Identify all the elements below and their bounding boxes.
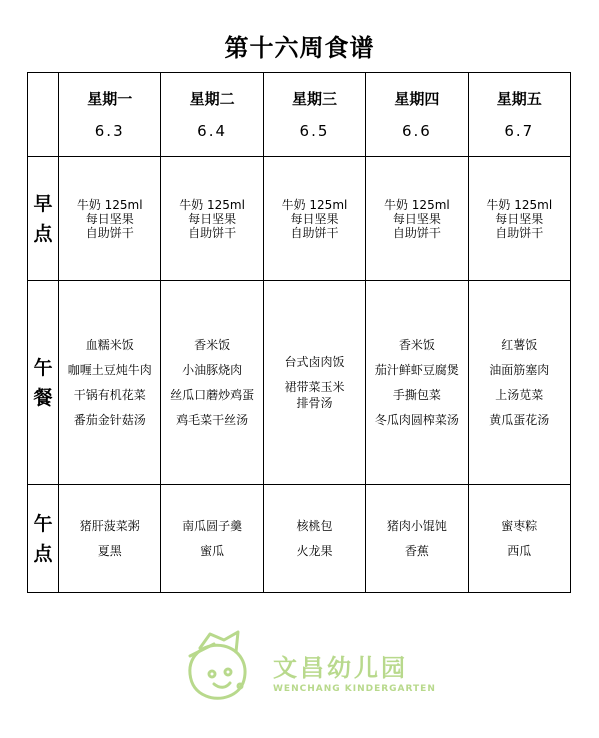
food-item: 鸡毛菜干丝汤 [176, 413, 249, 427]
day-header [161, 73, 263, 157]
logo-name-en: WENCHANG KINDERGARTEN [273, 684, 436, 694]
day-name: 星期四 [394, 89, 440, 108]
snack-cell [161, 485, 263, 593]
food-item: 蜜枣粽 [501, 519, 538, 533]
food-item: 牛奶 125ml [76, 197, 143, 212]
day-header [366, 73, 468, 157]
day-header [59, 73, 161, 157]
menu-table [27, 72, 571, 593]
snack-cell [263, 485, 365, 593]
breakfast-cell [161, 157, 263, 281]
child-face-icon [180, 626, 260, 706]
food-item: 牛奶 125ml [486, 197, 553, 212]
lunch-cell [468, 281, 570, 485]
food-item: 茄汁鲜虾豆腐煲 [374, 363, 459, 377]
food-item: 香米饭 [398, 338, 435, 352]
corner-cell [28, 73, 59, 157]
food-item: 丝瓜口蘑炒鸡蛋 [170, 388, 255, 402]
day-date: 6.3 [94, 121, 125, 140]
food-item: 牛奶 125ml [383, 197, 450, 212]
snack-label: 午 点 [28, 485, 59, 593]
food-item: 蜜瓜 [200, 544, 225, 558]
food-item: 自助饼干 [290, 225, 339, 240]
food-item: 冬瓜肉圆榨菜汤 [374, 413, 459, 427]
breakfast-cell [59, 157, 161, 281]
day-name: 星期三 [291, 89, 337, 108]
food-item: 番茄金针菇汤 [73, 413, 146, 427]
food-item: 核桃包 [296, 519, 333, 533]
breakfast-cell [263, 157, 365, 281]
day-header [468, 73, 570, 157]
snack-row [28, 485, 571, 593]
lunch-row [28, 281, 571, 485]
food-item: 每日坚果 [392, 211, 441, 226]
logo-name-cn: 文昌幼儿园 [273, 654, 408, 682]
food-item: 排骨汤 [296, 396, 333, 410]
day-header [263, 73, 365, 157]
day-name: 星期二 [189, 89, 235, 108]
snack-cell [366, 485, 468, 593]
breakfast-row [28, 157, 571, 281]
food-item: 每日坚果 [495, 211, 544, 226]
food-item: 牛奶 125ml [179, 197, 245, 212]
day-date: 6.5 [299, 121, 330, 140]
lunch-cell [59, 281, 161, 485]
food-item: 油面筋塞肉 [489, 363, 550, 377]
breakfast-label: 早 点 [28, 157, 59, 281]
lunch-cell [263, 281, 365, 485]
food-item: 香蕉 [404, 544, 429, 558]
food-item: 香米饭 [194, 338, 231, 352]
food-item: 裙带菜玉米 [284, 380, 345, 394]
snack-cell [59, 485, 161, 593]
food-item: 火龙果 [296, 544, 333, 558]
food-item: 上汤苋菜 [495, 388, 544, 402]
food-item: 夏黑 [97, 544, 122, 558]
food-item: 每日坚果 [290, 211, 339, 226]
food-item: 黄瓜蛋花汤 [489, 413, 550, 427]
day-date: 6.7 [504, 121, 535, 140]
food-item: 红薯饭 [501, 338, 538, 352]
food-item: 自助饼干 [85, 225, 134, 240]
food-item: 手撕包菜 [392, 388, 441, 402]
food-item: 咖喱土豆炖牛肉 [67, 363, 152, 377]
breakfast-cell [468, 157, 570, 281]
breakfast-cell [366, 157, 468, 281]
day-date: 6.4 [197, 121, 228, 140]
food-item: 自助饼干 [495, 225, 544, 240]
lunch-label: 午 餐 [28, 281, 59, 485]
food-item: 西瓜 [507, 544, 532, 558]
header-row [28, 73, 571, 157]
snack-cell [468, 485, 570, 593]
lunch-cell [161, 281, 263, 485]
food-item: 猪肉小馄饨 [386, 519, 447, 533]
food-item: 小油豚烧肉 [182, 363, 243, 377]
page-title: 第十六周食谱 [224, 34, 375, 62]
day-name: 星期一 [87, 89, 133, 108]
food-item: 猪肝菠菜粥 [79, 519, 140, 533]
lunch-cell [366, 281, 468, 485]
day-date: 6.6 [401, 121, 432, 140]
food-item: 血糯米饭 [85, 338, 134, 352]
kindergarten-logo [180, 626, 440, 706]
food-item: 每日坚果 [85, 211, 134, 226]
food-item: 自助饼干 [392, 225, 441, 240]
food-item: 干锅有机花菜 [73, 388, 146, 402]
food-item: 自助饼干 [188, 225, 237, 240]
food-item: 台式卤肉饭 [284, 355, 345, 369]
food-item: 南瓜圆子羹 [182, 519, 243, 533]
day-name: 星期五 [496, 89, 542, 108]
food-item: 牛奶 125ml [281, 197, 348, 212]
food-item: 每日坚果 [188, 211, 237, 226]
